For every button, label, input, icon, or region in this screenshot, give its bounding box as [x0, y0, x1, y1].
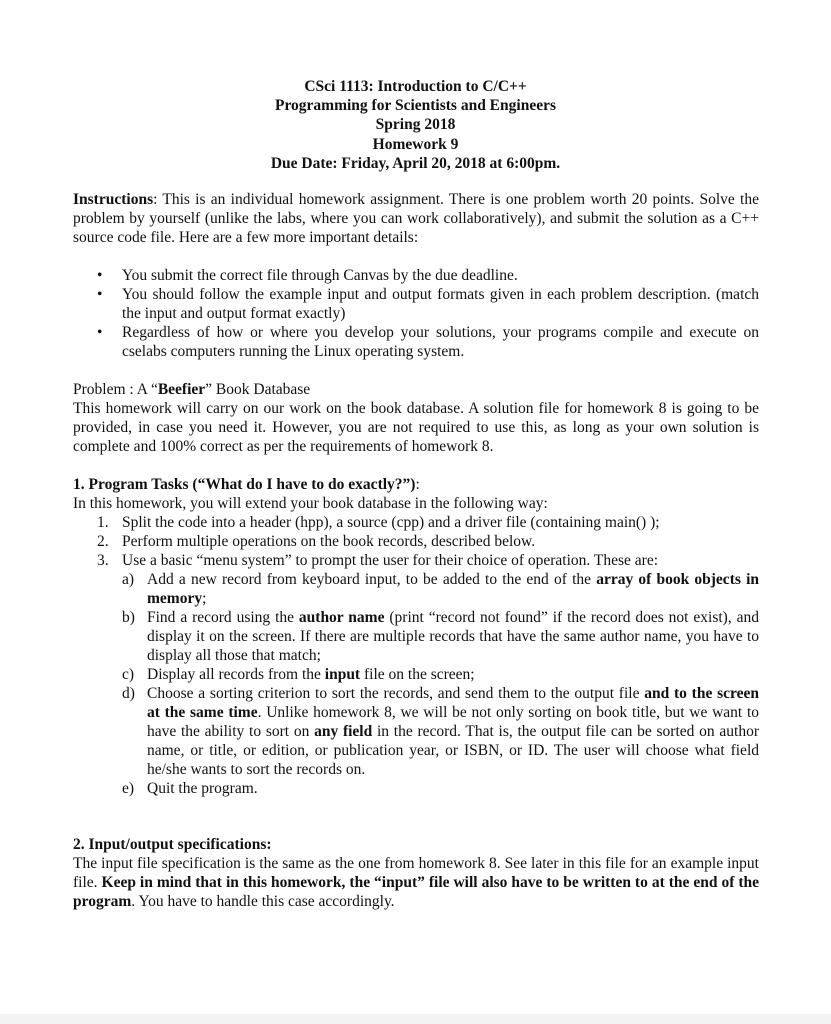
page-bottom-band	[0, 1014, 831, 1024]
instructions-label: Instructions	[73, 191, 154, 208]
homework-number: Homework 9	[372, 135, 459, 153]
instructions-text: : This is an individual homework assignment. There is one problem worth 20 points. Solve the problem by yourself (unlike the labs, where you can work collaboratively), and submit the solution as a C++ source code file. Here are a few more important details:	[73, 191, 759, 246]
list-item: 2. Perform multiple operations on the book records, described below.	[97, 533, 536, 550]
instructions-paragraph	[73, 190, 759, 247]
list-item: b) Find a record using the author name (print “record not found” if the record does not exist), and display it on the screen. If there are multiple records that have the same author name, you have to display all those that match;	[122, 609, 759, 664]
section2-title: 2. Input/output specifications:	[73, 836, 272, 853]
io-spec-section	[73, 835, 759, 911]
problem-section	[73, 380, 759, 456]
semester: Spring 2018	[375, 116, 456, 134]
list-item: e) Quit the program.	[122, 780, 258, 797]
list-item: • You should follow the example input and output formats given in each problem description. (match the input and output format exactly)	[97, 286, 759, 322]
document-header	[0, 77, 831, 173]
list-item: • Regardless of how or where you develop your solutions, your programs compile and execute on cselabs computers running the Linux operating system.	[97, 324, 759, 360]
problem-text: This homework will carry on our work on the book database. A solution file for homework 8 is going to be provided, in case you need it. However, you are not required to use this, as long as your own solution is complete and 100% correct as per the requirements of homework 8.	[73, 400, 759, 455]
section1-title: 1. Program Tasks (“What do I have to do exactly?”)	[73, 476, 416, 493]
list-item: 3. Use a basic “menu system” to prompt the user for their choice of operation. These are:	[97, 552, 658, 569]
course-title: CSci 1113: Introduction to C/C++	[304, 78, 527, 95]
problem-title: Problem : A “Beefier” Book Database	[73, 381, 311, 398]
list-item: a) Add a new record from keyboard input, to be added to the end of the array of book objects in memory;	[122, 571, 759, 607]
list-item: d) Choose a sorting criterion to sort the records, and send them to the output file and to the screen at the same time. Unlike homework 8, we will be not only sorting on book title, but we want to have the ability to sort on any field in the record. That is, the output file can be sorted on author name, or title, or edition, or publication year, or ISBN, or ID. The user will choose what field he/she wants to sort the records on.	[122, 685, 759, 778]
course-subtitle: Programming for Scientists and Engineers	[274, 97, 556, 115]
list-item: c) Display all records from the input file on the screen;	[122, 666, 475, 683]
list-item: • You submit the correct file through Canvas by the due deadline.	[97, 267, 518, 284]
list-item: 1. Split the code into a header (hpp), a source (cpp) and a driver file (containing main() );	[97, 514, 660, 531]
details-list	[73, 266, 759, 361]
due-date: Due Date: Friday, April 20, 2018 at 6:00pm.	[270, 154, 561, 172]
program-tasks-section: 1. Program Tasks (“What do I have to do exactly?”): In this homework, you will extend your book database in the following way: 1. Split the code into a header (hpp), a source (cpp) and a driver file (containing main() ); 2. Perform multiple operations on the book records, described below. 3. Use a basic “menu system” to prompt the user for their choice of operation. These are: a) Add a new record from keyboard input, to be added to the end of the array of book objects in memory; b) Find a record using the author name (print “record not found” if the record does not exist), and display it on the screen. If there are multiple records that have the same author name, you have to display all those that match; c) Display all records from the input file on the screen; d) Choose a sorting criterion to sort the records, and send them to the output file and to the screen at the same time. Unlike homework 8, we will be not only sorting on book title, but we want to have the ability to sort on any field in the record. That is, the output file can be sorted on author name, or title, or edition, or publication year, or ISBN, or ID. The user will choose what field he/she wants to sort the records on. e) Quit the program.	[73, 476, 759, 797]
section1-intro: In this homework, you will extend your book database in the following way:	[73, 495, 548, 512]
section2-text: The input file specification is the same as the one from homework 8. See later in this file for an example input file. Keep in mind that in this homework, the “input” file will also have to be written to at the end of the program. You have to handle this case accordingly.	[73, 855, 759, 910]
